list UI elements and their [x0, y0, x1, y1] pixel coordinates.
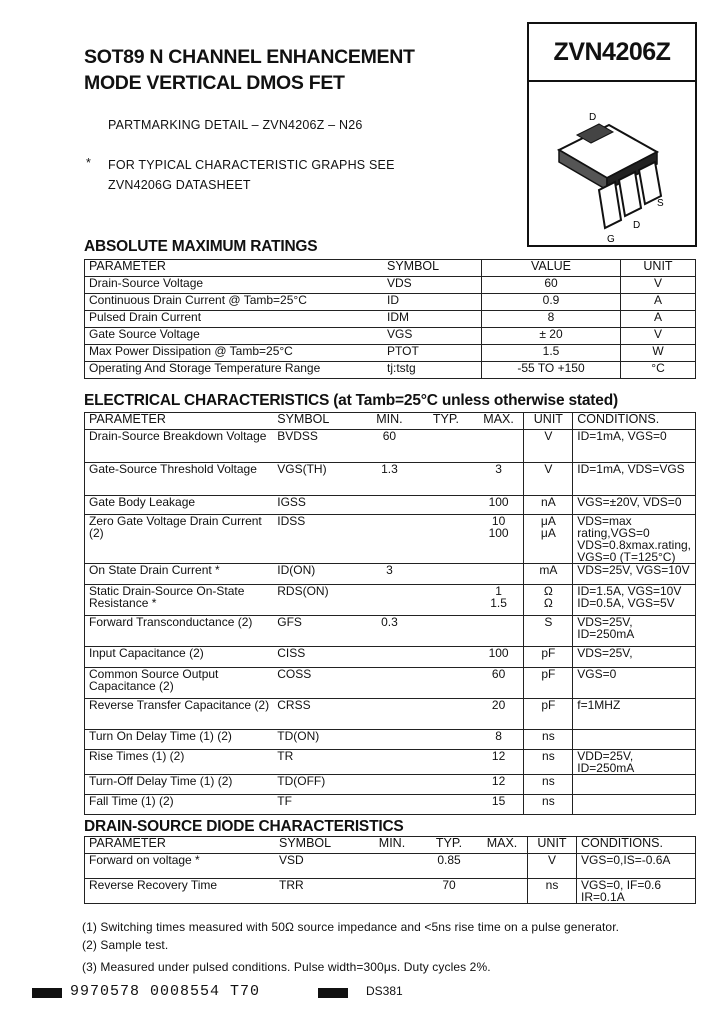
cell-s: TRR	[275, 879, 363, 904]
note-2: (2) Sample test.	[82, 938, 169, 952]
column-header: CONDITIONS.	[573, 413, 696, 430]
cell-max	[477, 854, 528, 879]
diode-heading: DRAIN-SOURCE DIODE CHARACTERISTICS	[84, 818, 404, 835]
cell-p: Forward Transconductance (2)	[85, 616, 274, 647]
cell-p: Gate Body Leakage	[85, 496, 274, 515]
cell-max: 20	[474, 699, 524, 730]
cell-p: Common Source Output Capacitance (2)	[85, 668, 274, 699]
elec-heading: ELECTRICAL CHARACTERISTICS (at Tamb=25°C unless otherwise stated)	[84, 392, 618, 409]
table-row	[85, 879, 696, 904]
cell-min	[361, 750, 419, 775]
cell-c: VDS=25V,	[573, 647, 696, 668]
cell-c: VGS=±20V, VDS=0	[573, 496, 696, 515]
cell-p: Static Drain-Source On-State Resistance *	[85, 585, 274, 616]
table-row	[85, 854, 696, 879]
cell-c: ID=1mA, VGS=0	[573, 430, 696, 463]
cell-u: pF	[524, 668, 573, 699]
cell-max: 8	[474, 730, 524, 750]
column-header: PARAMETER	[85, 837, 276, 854]
table-row	[85, 515, 696, 564]
cell-min	[361, 730, 419, 750]
table-row	[85, 496, 696, 515]
cell-min	[363, 854, 421, 879]
column-header: SYMBOL	[273, 413, 360, 430]
cell-c: ID=1mA, VDS=VGS	[573, 463, 696, 496]
cell-max	[474, 430, 524, 463]
cell-p: On State Drain Current *	[85, 564, 274, 585]
cell-typ	[418, 616, 474, 647]
cell-u: pF	[524, 647, 573, 668]
electrical-characteristics-table	[84, 412, 696, 815]
cell-s: TF	[273, 795, 360, 815]
cell-u: ns	[528, 879, 577, 904]
cell-u: V	[528, 854, 577, 879]
col-parameter: PARAMETER	[85, 260, 384, 277]
cell-s: VGS(TH)	[273, 463, 360, 496]
cell-s: COSS	[273, 668, 360, 699]
cell-s: IDSS	[273, 515, 360, 564]
column-header: CONDITIONS.	[577, 837, 696, 854]
cell-max	[477, 879, 528, 904]
note-1: (1) Switching times measured with 50Ω source impedance and <5ns rise time on a pulse generator.	[82, 920, 620, 934]
cell-u: V	[524, 430, 573, 463]
cell-u: mA	[524, 564, 573, 585]
cell-min: 0.3	[361, 616, 419, 647]
cell-typ	[418, 430, 474, 463]
table-header-row	[85, 413, 696, 430]
table-row	[85, 668, 696, 699]
cell-c: VGS=0,IS=-0.6A	[577, 854, 696, 879]
column-header: UNIT	[528, 837, 577, 854]
table-row	[85, 430, 696, 463]
sot89-package-icon	[529, 80, 695, 245]
cell-c: VDD=25V, ID=250mA	[573, 750, 696, 775]
cell-p: Rise Times (1) (2)	[85, 750, 274, 775]
cell-p: Gate-Source Threshold Voltage	[85, 463, 274, 496]
cell-s: CISS	[273, 647, 360, 668]
table-row: Drain-Source Voltage VDS 60 V	[85, 277, 696, 294]
cell-c: f=1MHZ	[573, 699, 696, 730]
cell-c	[573, 795, 696, 815]
cell-c: VGS=0	[573, 668, 696, 699]
column-header: TYP.	[418, 413, 474, 430]
column-header: PARAMETER	[85, 413, 274, 430]
cell-p: Drain-Source Breakdown Voltage	[85, 430, 274, 463]
cell-u: S	[524, 616, 573, 647]
cell-max: 100	[474, 496, 524, 515]
cell-typ	[418, 795, 474, 815]
cell-typ	[418, 496, 474, 515]
table-row	[85, 730, 696, 750]
pin-label-d-top: D	[589, 112, 597, 123]
diode-characteristics-table	[84, 836, 696, 904]
table-row	[85, 647, 696, 668]
cell-min	[361, 515, 419, 564]
cell-s: RDS(ON)	[273, 585, 360, 616]
cell-p: Reverse Transfer Capacitance (2)	[85, 699, 274, 730]
column-header: MIN.	[363, 837, 421, 854]
cell-u: ns	[524, 795, 573, 815]
cell-min	[361, 795, 419, 815]
cell-u: ns	[524, 775, 573, 795]
table-row	[85, 585, 696, 616]
abs-max-heading: ABSOLUTE MAXIMUM RATINGS	[84, 238, 318, 255]
table-row	[85, 775, 696, 795]
pin-label-d-bottom: D	[633, 220, 641, 231]
table-row: Pulsed Drain Current IDM 8 A	[85, 311, 696, 328]
cell-typ	[418, 699, 474, 730]
cell-min	[361, 496, 419, 515]
cell-u: V	[524, 463, 573, 496]
barcode-block-left	[32, 988, 62, 998]
cell-p: Turn-Off Delay Time (1) (2)	[85, 775, 274, 795]
cell-s: TD(OFF)	[273, 775, 360, 795]
cell-s: IGSS	[273, 496, 360, 515]
cell-max	[474, 564, 524, 585]
cell-min	[363, 879, 421, 904]
cell-typ	[418, 515, 474, 564]
cell-min	[361, 647, 419, 668]
cell-typ	[418, 775, 474, 795]
cell-c: VDS=25V, VGS=10V	[573, 564, 696, 585]
cell-typ: 0.85	[421, 854, 477, 879]
cell-u: ns	[524, 750, 573, 775]
cell-max: 3	[474, 463, 524, 496]
cell-max: 60	[474, 668, 524, 699]
cell-min	[361, 585, 419, 616]
cell-typ: 70	[421, 879, 477, 904]
col-unit: UNIT	[621, 260, 696, 277]
cell-s: TR	[273, 750, 360, 775]
cell-min	[361, 699, 419, 730]
cell-min: 60	[361, 430, 419, 463]
typical-line2: ZVN4206G DATASHEET	[108, 178, 251, 192]
cell-s: VSD	[275, 854, 363, 879]
cell-min: 1.3	[361, 463, 419, 496]
cell-c: VDS=25V, ID=250mA	[573, 616, 696, 647]
typical-bullet: *	[86, 156, 92, 170]
table-row	[85, 616, 696, 647]
cell-u: nA	[524, 496, 573, 515]
cell-typ	[418, 647, 474, 668]
cell-max	[474, 616, 524, 647]
cell-s: TD(ON)	[273, 730, 360, 750]
cell-typ	[418, 564, 474, 585]
column-header: MIN.	[361, 413, 419, 430]
abs-max-table	[84, 259, 696, 379]
partmarking-detail: PARTMARKING DETAIL – ZVN4206Z – N26	[108, 118, 363, 132]
cell-c	[573, 775, 696, 795]
cell-p: Reverse Recovery Time	[85, 879, 276, 904]
part-number: ZVN4206Z	[529, 24, 695, 82]
cell-u: ns	[524, 730, 573, 750]
cell-p: Turn On Delay Time (1) (2)	[85, 730, 274, 750]
column-header: SYMBOL	[275, 837, 363, 854]
cell-typ	[418, 730, 474, 750]
table-row	[85, 463, 696, 496]
cell-u: μA μA	[524, 515, 573, 564]
cell-min	[361, 775, 419, 795]
table-header-row	[85, 260, 696, 277]
column-header: MAX.	[477, 837, 528, 854]
typical-line1: FOR TYPICAL CHARACTERISTIC GRAPHS SEE	[108, 158, 395, 172]
cell-c	[573, 730, 696, 750]
part-number-box	[527, 22, 697, 247]
cell-min	[361, 668, 419, 699]
cell-s: CRSS	[273, 699, 360, 730]
note-3: (3) Measured under pulsed conditions. Pulse width=300μs. Duty cycles 2%.	[82, 960, 491, 974]
table-row: Operating And Storage Temperature Range tj:tstg -55 TO +150 °C	[85, 362, 696, 379]
cell-typ	[418, 668, 474, 699]
cell-s: BVDSS	[273, 430, 360, 463]
table-row	[85, 699, 696, 730]
column-header: TYP.	[421, 837, 477, 854]
column-header: MAX.	[474, 413, 524, 430]
cell-max: 10 100	[474, 515, 524, 564]
table-header-row	[85, 837, 696, 854]
cell-s: GFS	[273, 616, 360, 647]
pin-label-g: G	[607, 234, 615, 245]
cell-typ	[418, 585, 474, 616]
col-value: VALUE	[482, 260, 621, 277]
table-row	[85, 750, 696, 775]
barcode-text: 9970578 0008554 T70	[70, 983, 261, 1000]
table-row	[85, 795, 696, 815]
doc-code: DS381	[366, 984, 403, 998]
table-row: Max Power Dissipation @ Tamb=25°C PTOT 1.5 W	[85, 345, 696, 362]
column-header: UNIT	[524, 413, 573, 430]
cell-p: Zero Gate Voltage Drain Current (2)	[85, 515, 274, 564]
cell-p: Input Capacitance (2)	[85, 647, 274, 668]
barcode-block-right	[318, 988, 348, 998]
cell-max: 15	[474, 795, 524, 815]
cell-c: ID=1.5A, VGS=10V ID=0.5A, VGS=5V	[573, 585, 696, 616]
cell-s: ID(ON)	[273, 564, 360, 585]
cell-max: 100	[474, 647, 524, 668]
table-row: Continuous Drain Current @ Tamb=25°C ID 0.9 A	[85, 294, 696, 311]
col-symbol: SYMBOL	[383, 260, 482, 277]
cell-c: VDS=max rating,VGS=0 VDS=0.8xmax.rating, VGS=0 (T=125°C)	[573, 515, 696, 564]
table-row	[85, 564, 696, 585]
cell-max: 1 1.5	[474, 585, 524, 616]
cell-typ	[418, 750, 474, 775]
cell-max: 12	[474, 750, 524, 775]
cell-typ	[418, 463, 474, 496]
cell-c: VGS=0, IF=0.6 IR=0.1A	[577, 879, 696, 904]
cell-p: Forward on voltage *	[85, 854, 276, 879]
cell-min: 3	[361, 564, 419, 585]
cell-u: Ω Ω	[524, 585, 573, 616]
cell-max: 12	[474, 775, 524, 795]
cell-p: Fall Time (1) (2)	[85, 795, 274, 815]
table-row: Gate Source Voltage VGS ± 20 V	[85, 328, 696, 345]
cell-u: pF	[524, 699, 573, 730]
document-title: SOT89 N CHANNEL ENHANCEMENT MODE VERTICAL DMOS FET	[84, 46, 415, 94]
pin-label-s: S	[657, 198, 664, 209]
